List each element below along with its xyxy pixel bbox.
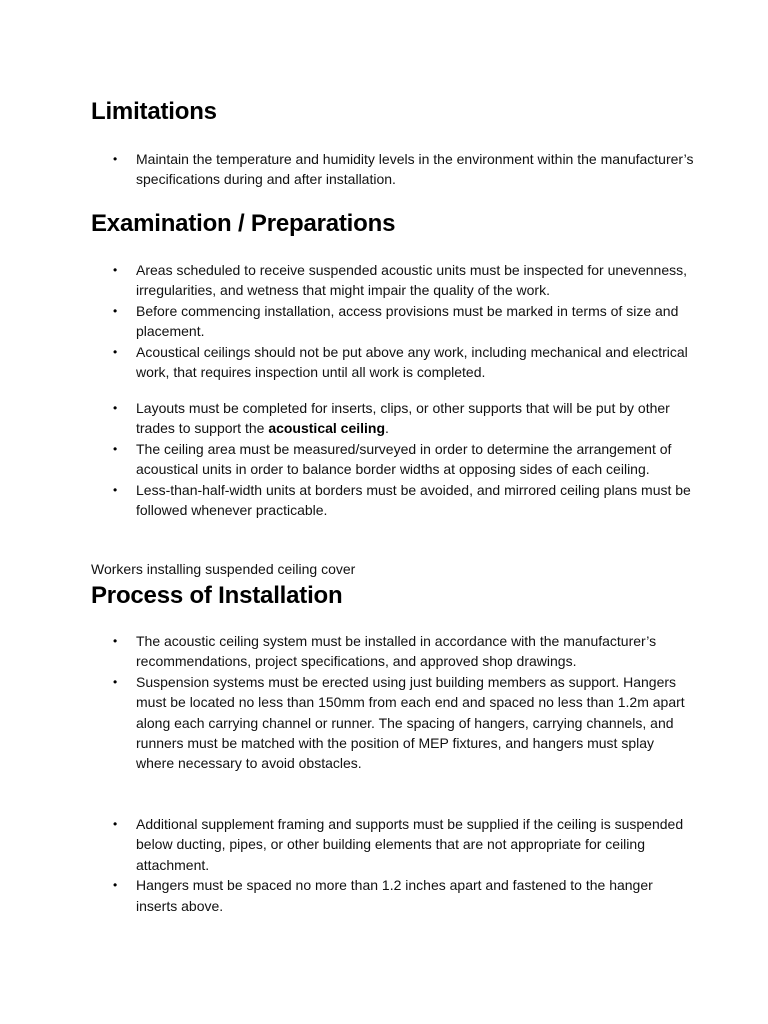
list-item bbox=[0, 814, 696, 875]
list-item-text: Areas scheduled to receive suspended acoustic units must be inspected for unevenness, irregularities, and wetness that might impair the quality of the work. bbox=[136, 262, 687, 299]
heading-process-of-installation: Process of Installation bbox=[91, 582, 343, 609]
bullet-icon: • bbox=[113, 152, 118, 166]
list-item bbox=[0, 875, 696, 916]
bullet-icon: • bbox=[113, 344, 118, 359]
list-item bbox=[0, 301, 696, 342]
bullet-icon: • bbox=[113, 482, 118, 497]
list-item-text: Hangers must be spaced no more than 1.2 inches apart and fastened to the hanger inserts above. bbox=[136, 877, 653, 914]
bullet-icon: • bbox=[113, 263, 118, 277]
list-item-text: Less-than-half-width units at borders must be avoided, and mirrored ceiling plans must be followed whenever practicable. bbox=[136, 481, 691, 519]
list-item bbox=[0, 342, 696, 383]
bullet-icon: • bbox=[113, 817, 118, 831]
list-item-text: The ceiling area must be measured/surveyed in order to determine the arrangement of acoustical units in order to balance border widths at opposing sides of each ceiling. bbox=[136, 440, 672, 478]
list-item bbox=[0, 439, 696, 480]
list-item-text: The acoustic ceiling system must be installed in accordance with the manufacturer’s recommendations, project specifications, and approved shop drawings. bbox=[136, 633, 657, 670]
bullet-icon: • bbox=[113, 878, 118, 893]
list-item-text: Additional supplement framing and supports must be supplied if the ceiling is suspended below ducting, pipes, or other building elements that are not appropriate for ceiling attachment. bbox=[136, 816, 684, 873]
bullet-icon: • bbox=[113, 674, 118, 689]
bullet-icon: • bbox=[113, 303, 118, 318]
examination-list-a bbox=[0, 260, 768, 382]
acoustical-ceiling-bold: acoustical ceiling bbox=[268, 420, 386, 437]
heading-limitations: Limitations bbox=[91, 98, 217, 125]
list-item bbox=[0, 149, 696, 190]
list-item-text: Acoustical ceilings should not be put above any work, including mechanical and electrical work, that requires inspection until all work is completed. bbox=[136, 343, 688, 381]
list-item-text: Layouts must be completed for inserts, clips, or other supports that will be put by other trades to support the bbox=[136, 400, 670, 437]
process-list-b bbox=[0, 814, 768, 916]
list-item-text: Maintain the temperature and humidity levels in the environment within the manufacturer’s specifications during and after installation. bbox=[136, 151, 694, 188]
examination-list-b bbox=[0, 398, 768, 520]
list-item bbox=[0, 631, 696, 672]
bullet-icon: • bbox=[113, 441, 118, 456]
bullet-icon: • bbox=[113, 634, 118, 648]
list-item bbox=[0, 480, 696, 521]
list-item bbox=[0, 260, 696, 301]
list-item-text: Suspension systems must be erected using just building members as support. Hangers must be located no less than 150mm from each end and spaced no less than 1.2m apart along each carrying channel or runner. The spacing of hangers, carrying channels, and runners must be matched with the position of MEP fixtures, and hangers must splay where necessary to avoid obstacles. bbox=[136, 673, 685, 772]
heading-examination-preparations: Examination / Preparations bbox=[91, 210, 396, 237]
list-item-text: Before commencing installation, access provisions must be marked in terms of size and placement. bbox=[136, 302, 679, 340]
process-list-a bbox=[0, 631, 768, 774]
list-item bbox=[0, 398, 696, 439]
list-item-text-end: . bbox=[385, 420, 389, 437]
bullet-icon: • bbox=[113, 401, 118, 415]
image-caption: Workers installing suspended ceiling cover bbox=[91, 561, 356, 577]
list-item bbox=[0, 672, 696, 774]
limitations-list bbox=[0, 149, 768, 190]
